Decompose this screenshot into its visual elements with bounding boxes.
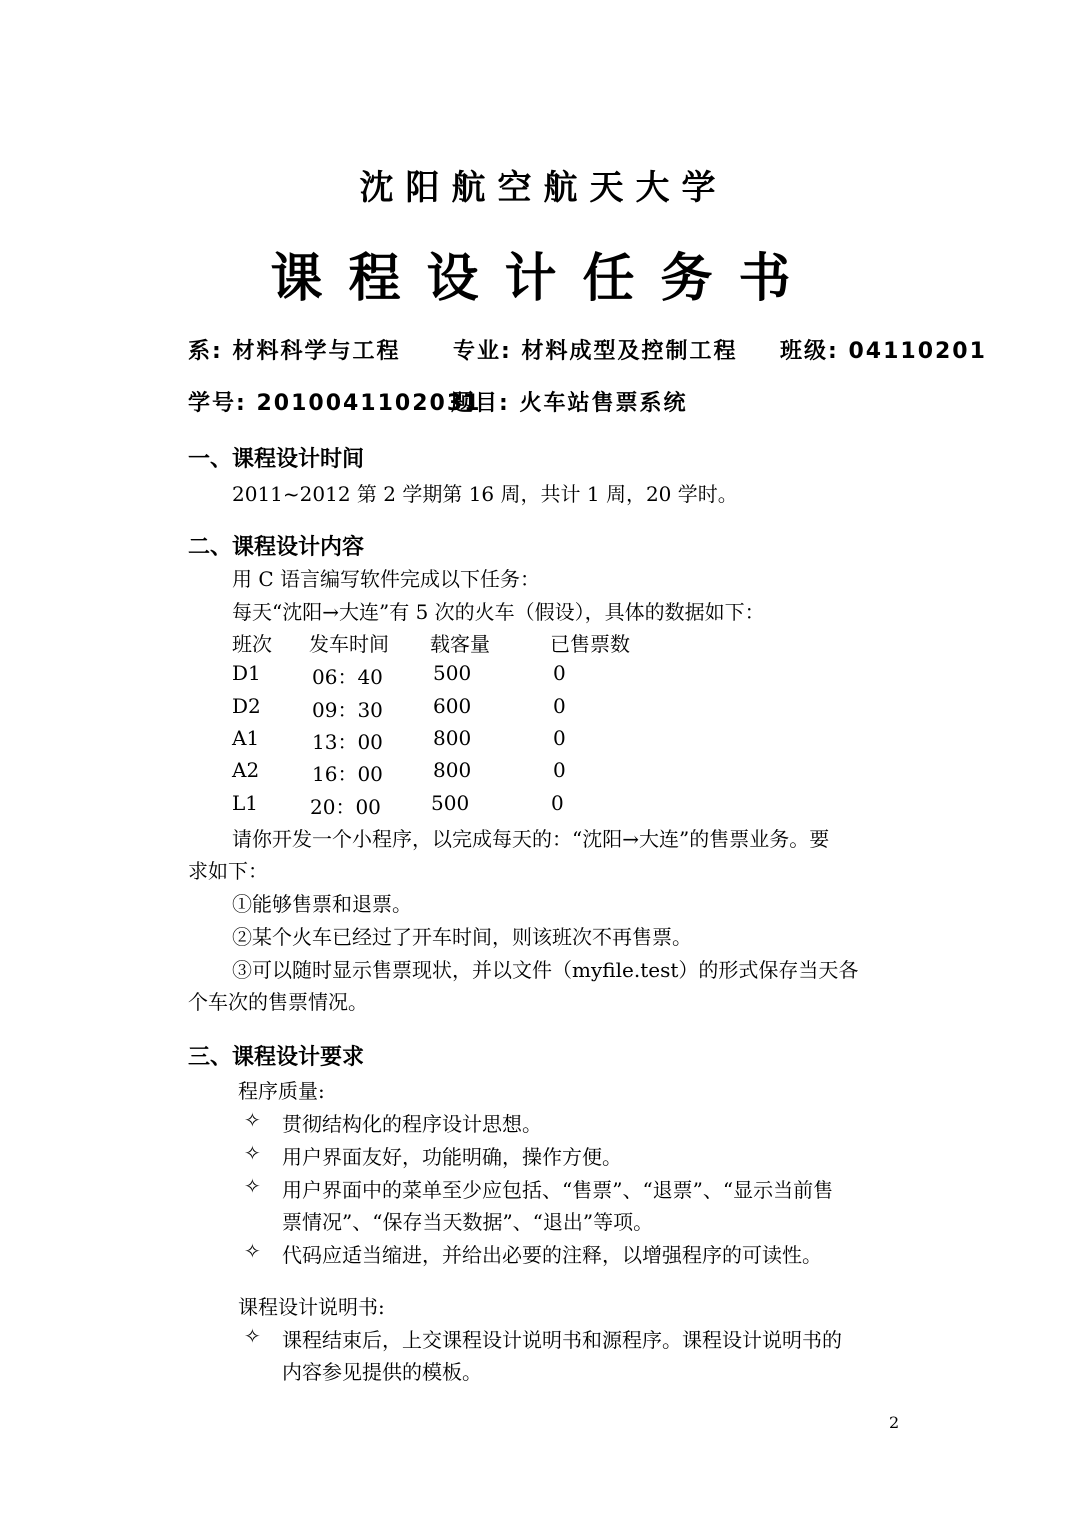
manual-label: 课程设计说明书: [238, 1295, 385, 1319]
table-cell: 13：00 [312, 730, 383, 754]
quality-label: 程序质量: [238, 1079, 325, 1103]
requirement-item1: ①能够售票和退票。 [232, 892, 412, 916]
table-cell: 800 [433, 758, 472, 782]
section1-text: 2011~2012 第 2 学期第 16 周，共计 1 周，20 学时。 [232, 482, 738, 506]
table-cell: 800 [433, 726, 472, 750]
bullet-item-cont: 票情况”、“保存当天数据”、“退出”等项。 [282, 1210, 654, 1234]
bullet-item: 用户界面友好，功能明确，操作方便。 [282, 1145, 622, 1169]
table-cell: A2 [232, 758, 260, 782]
student-id: 学号: 2010041102031 [188, 391, 482, 416]
bullet-item-cont: 内容参见提供的模板。 [282, 1360, 482, 1384]
table-cell: D1 [232, 661, 261, 685]
bullet-item: 课程结束后，上交课程设计说明书和源程序。课程设计说明书的 [282, 1328, 842, 1352]
table-cell: 0 [553, 758, 566, 782]
requirement-line2: 求如下： [188, 859, 268, 883]
section2-line1: 用 C 语言编写软件完成以下任务： [232, 567, 541, 591]
table-cell: 0 [551, 791, 564, 815]
section1-heading: 一、课程设计时间 [188, 447, 365, 472]
requirement-item3-cont: 个车次的售票情况。 [188, 990, 368, 1014]
bullet-icon: ✧ [244, 1108, 261, 1132]
table-cell: 600 [433, 694, 472, 718]
table-cell: A1 [232, 726, 260, 750]
section3-heading: 三、课程设计要求 [188, 1045, 365, 1070]
table-cell: 500 [433, 661, 472, 685]
table-cell: 09：30 [312, 698, 383, 722]
table-cell: 0 [553, 694, 566, 718]
table-cell: D2 [232, 694, 261, 718]
bullet-item: 贯彻结构化的程序设计思想。 [282, 1112, 542, 1136]
section2-line2: 每天“沈阳→大连”有 5 次的火车（假设），具体的数据如下： [232, 600, 765, 624]
table-cell: 06：40 [312, 665, 383, 689]
bullet-icon: ✧ [244, 1141, 261, 1165]
bullet-icon: ✧ [244, 1239, 261, 1263]
department: 系: 材料科学与工程 [188, 339, 401, 364]
university-name: 沈阳航空航天大学 [359, 168, 728, 208]
table-cell: 16：00 [312, 762, 383, 786]
table-header-cell: 班次 [232, 632, 272, 656]
major: 专业: 材料成型及控制工程 [453, 339, 738, 364]
topic: 题目: 火车站售票系统 [451, 391, 688, 416]
table-cell: L1 [232, 791, 259, 815]
table-cell: 500 [431, 791, 470, 815]
bullet-item: 代码应适当缩进，并给出必要的注释，以增强程序的可读性。 [282, 1243, 822, 1267]
document-title: 课程设计任务书 [270, 249, 817, 309]
bullet-icon: ✧ [244, 1174, 261, 1198]
requirement-item3: ③可以随时显示售票现状，并以文件（myfile.test）的形式保存当天各 [232, 958, 859, 982]
section2-heading: 二、课程设计内容 [188, 535, 365, 560]
page-number: 2 [889, 1413, 900, 1432]
table-header-cell: 发车时间 [309, 632, 389, 656]
table-cell: 20：00 [310, 795, 381, 819]
requirement-item2: ②某个火车已经过了开车时间，则该班次不再售票。 [232, 925, 692, 949]
table-cell: 0 [553, 661, 566, 685]
bullet-item: 用户界面中的菜单至少应包括、“售票”、“退票”、“显示当前售 [282, 1178, 834, 1202]
requirement-line1: 请你开发一个小程序，以完成每天的：“沈阳→大连”的售票业务。要 [232, 827, 830, 851]
table-cell: 0 [553, 726, 566, 750]
table-header-cell: 已售票数 [550, 632, 630, 656]
bullet-icon: ✧ [244, 1324, 261, 1348]
table-header-cell: 载客量 [430, 632, 490, 656]
class: 班级: 04110201 [780, 339, 987, 364]
